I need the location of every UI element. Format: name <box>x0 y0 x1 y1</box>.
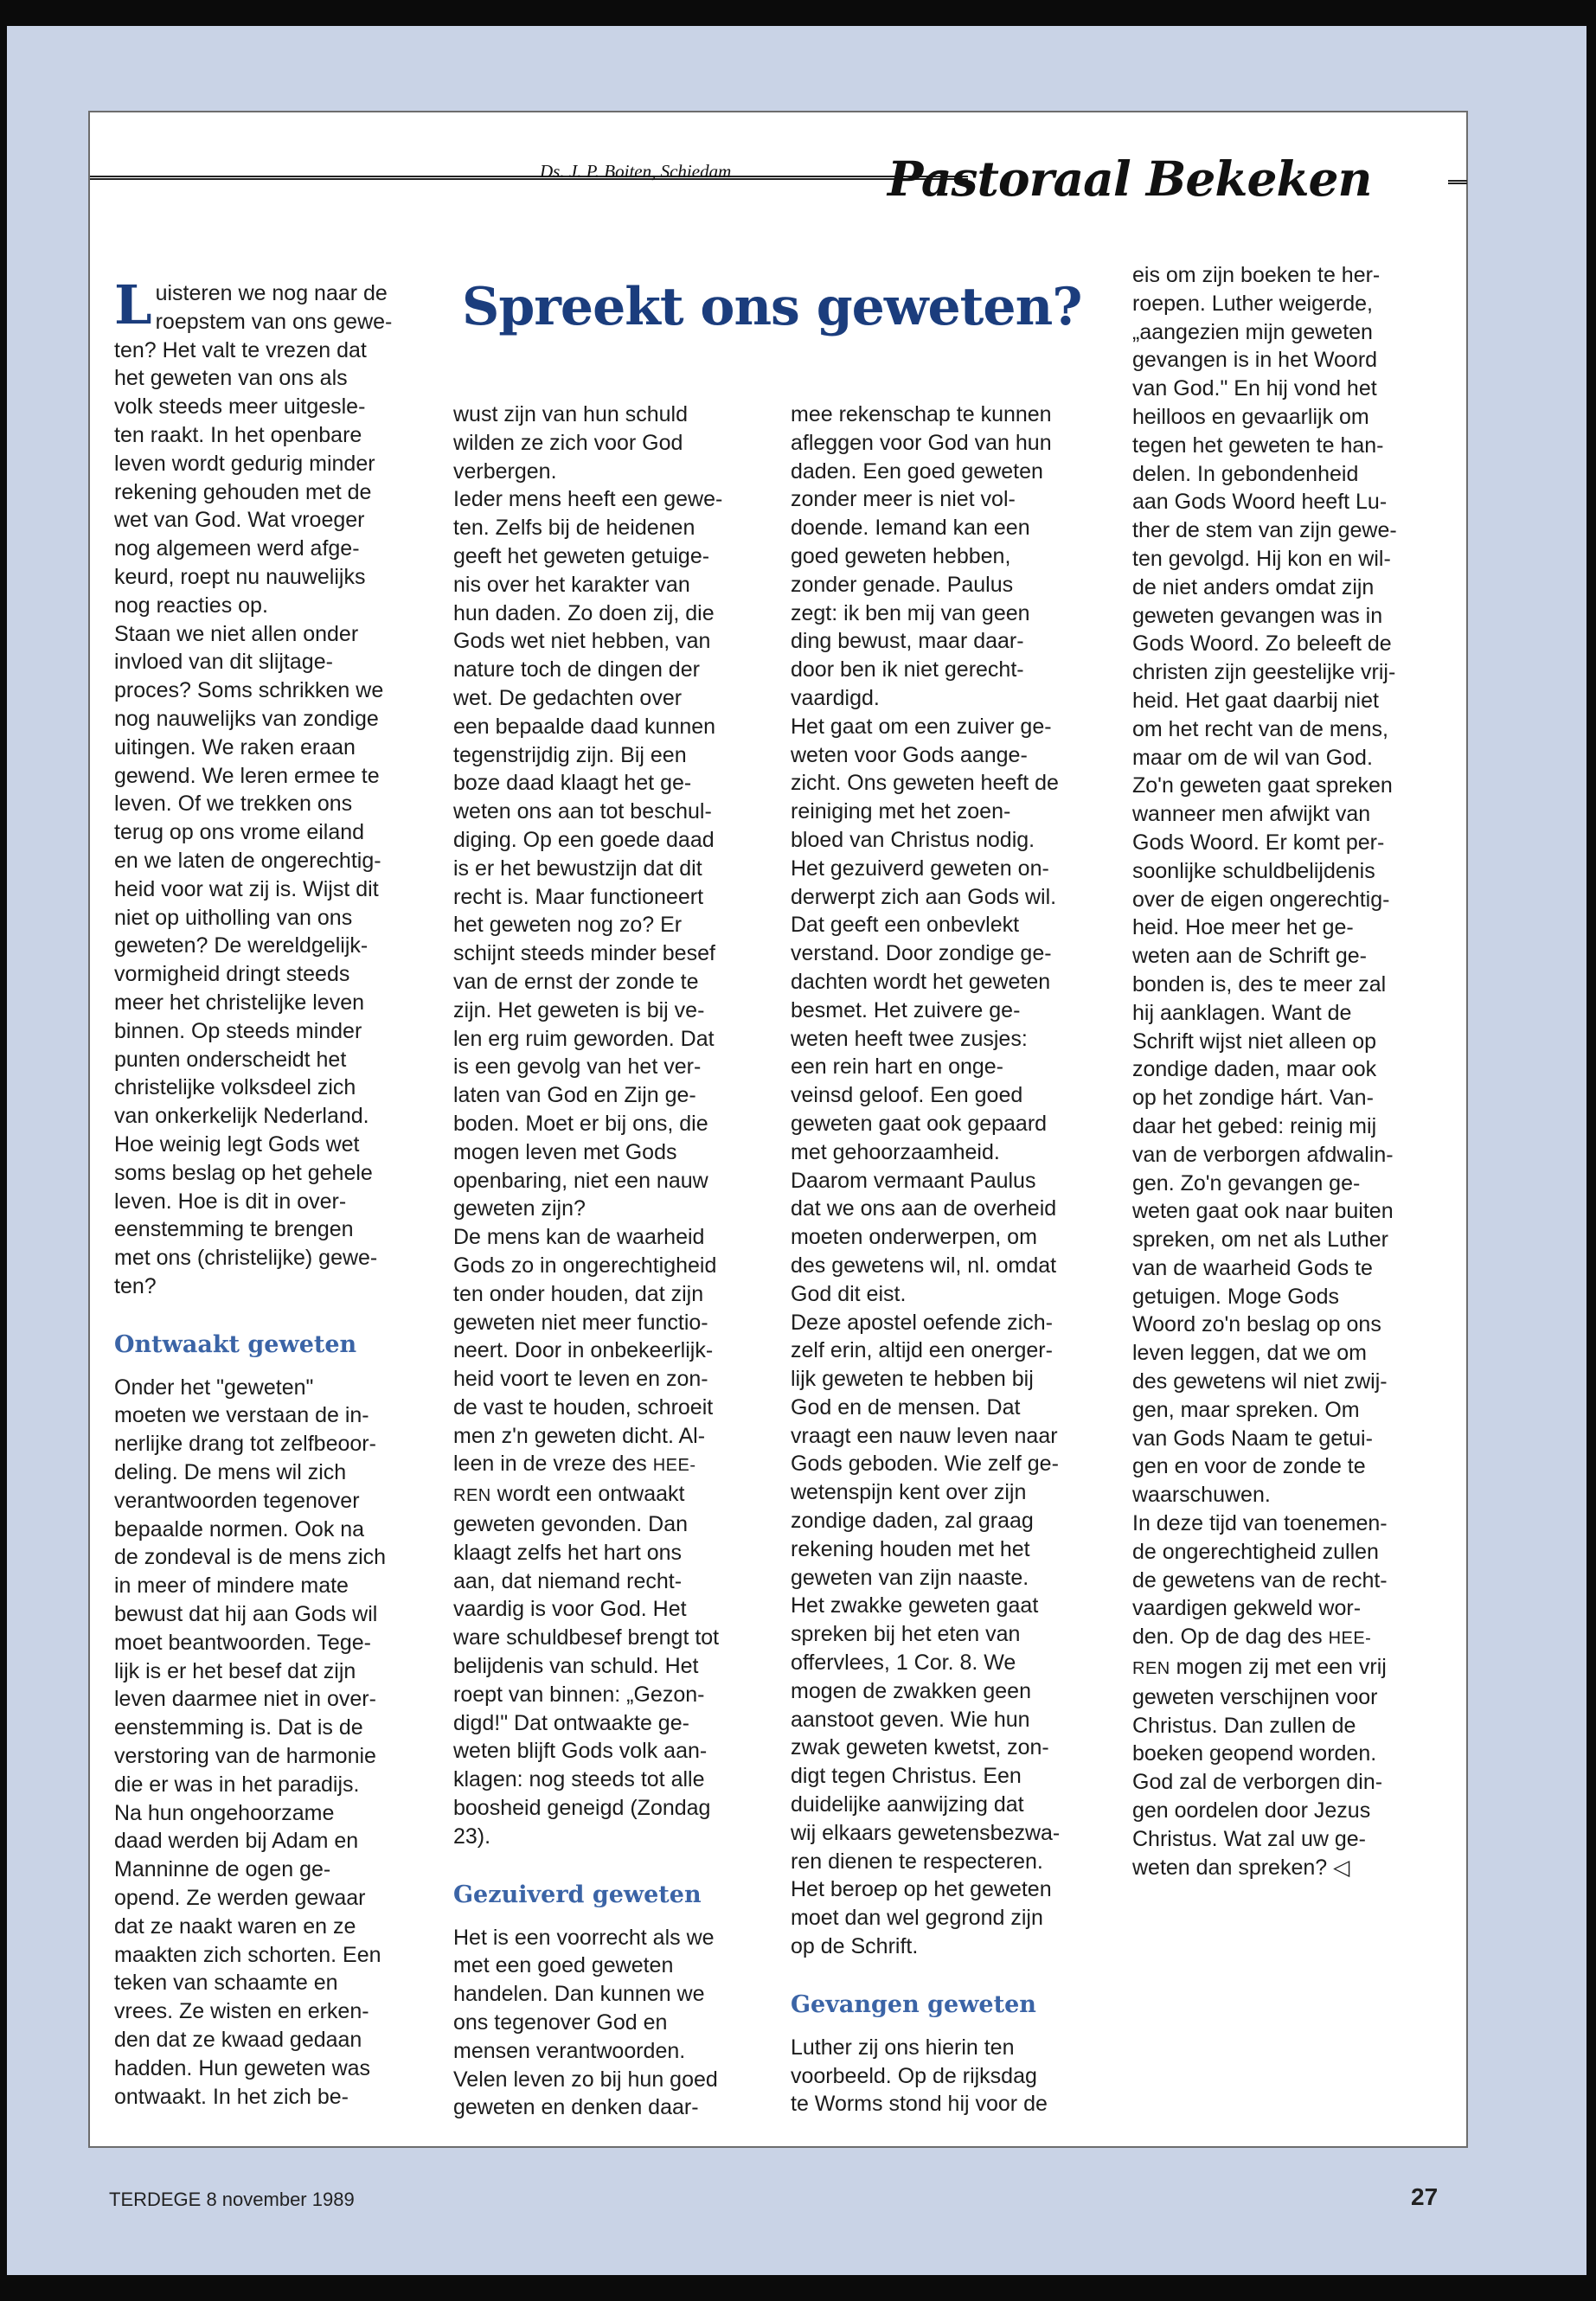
article-headline: Spreekt ons geweten? <box>462 277 1082 337</box>
body-text-part: mogen zij met een vrij geweten verschijnen voor Christus. Dan zullen de boeken geopend worden. God zal de verborgen din- gen oordelen door Jezus Christus. Wat zal uw ge- weten dan spreken? ◁ <box>1132 1655 1387 1880</box>
small-caps-heeren: HEE- <box>1328 1629 1372 1649</box>
column-4 <box>1132 261 1457 1881</box>
author-byline: Ds. J. P. Boiten, Schiedam <box>540 161 732 182</box>
intro-text: uisteren we nog naar de roepstem van ons gewe- ten? Het valt te vrezen dat het geweten van ons als volk steeds meer uitgesle- ten raakt. In het openbare leven wordt gedurig minder rekening gehouden met de wet van God. Wat vroeger nog algemeen werd afge- keurd, roept nu nauwelijks nog reacties op. Staan we niet allen onder invloed van dit slijtage- proces? Soms schrikken we nog nauwelijks van zondige uitingen. We raken eraan gewend. We leren ermee te leven. Of we trekken ons terug op ons vrome eiland en we laten de ongerechtig- heid voor wat zij is. Wijst dit niet op uitholling van ons geweten? De wereldgelijk- vormigheid dringt steeds meer het christelijke leven binnen. Op steeds minder punten onderscheidt het christelijke volksdeel zich van onkerkelijk Nederland. Hoe weinig legt Gods wet soms beslag op het gehele leven. Hoe is dit in over- eenstemming te brengen met ons (christelijke) gewe- ten? <box>114 281 393 1298</box>
page-number: 27 <box>1411 2183 1439 2210</box>
body-text-part: wordt een ontwaakt geweten gevonden. Dan klaagt zelfs het hart ons aan, dat niemand recht- vaardig is voor God. Het ware schuldbesef brengt tot belijdenis van schuld. Het roept van binnen: „Gezon- digd!" Dat ontwaakte ge- weten blijft Gods volk aan- klagen: nog steeds tot alle boosheid geneigd (Zondag 23). <box>453 1482 720 1849</box>
footer-magazine-date: TERDEGE 8 november 1989 <box>109 2189 355 2210</box>
body-text: mee rekenschap te kunnen afleggen voor God van hun daden. Een goed geweten zonder meer is niet vol- doende. Iemand kan een goed geweten hebben, zonder genade. Paulus zegt: ik ben mij van geen ding bewust, maar daar- door ben ik niet gerecht- vaardigd. Het gaat om een zuiver ge- weten voor Gods aange- zicht. Ons geweten heeft de reiniging met het zoen- bloed van Christus nodig. Het gezuiverd geweten on- derwerpt zich aan Gods wil. Dat geeft een onbevlekt verstand. Door zondige ge- dachten wordt het geweten besmet. Het zuivere ge- weten heeft twee zusjes: een rein hart en onge- veinsd geloof. Een goed geweten gaat ook gepaard met gehoorzaamheid. Daarom vermaant Paulus dat we ons aan de overheid moeten onderwerpen, om des gewetens wil, nl. omdat God dit eist. Deze apostel oefende zich- zelf erin, altijd een onerger- lijk geweten te hebben bij God en de mensen. Dat vraagt een nauw leven naar Gods geboden. Wie zelf ge- wetenspijn kent over zijn zondige daden, zal graag rekening houden met het geweten van zijn naaste. Het zwakke geweten gaat spreken bij het eten van offervlees, 1 Cor. 8. We mogen de zwakken geen aanstoot geven. Wie hun zwak geweten kwetst, zon- digt tegen Christus. Een duidelijke aanwijzing dat wij elkaars gewetensbezwa- ren dienen te respecteren. Het beroep op het geweten moet dan wel gegrond zijn op de Schrift. <box>791 402 1061 1959</box>
magazine-page <box>7 26 1586 2275</box>
section-title: Pastoraal Bekeken <box>888 151 1372 207</box>
small-caps-heeren: REN <box>453 1486 491 1506</box>
body-text <box>453 401 765 1851</box>
header-rule-end <box>1448 180 1467 184</box>
header-rule <box>90 176 968 180</box>
subheading-gezuiverd: Gezuiverd geweten <box>453 1881 702 1908</box>
intro-paragraph <box>114 273 421 1301</box>
body-text: Luther zij ons hierin ten voorbeeld. Op de rijksdag te Worms stond hij voor de <box>791 2035 1048 2117</box>
column-1 <box>114 273 421 2111</box>
subheading-gevangen: Gevangen geweten <box>791 1990 1036 2018</box>
article-frame <box>88 111 1468 2148</box>
body-text-part: wust zijn van hun schuld wilden ze zich voor God verbergen. Ieder mens heeft een gewe- ten. Zelfs bij de heidenen geeft het geweten getuige- nis over het karakter van hun daden. Zo doen zij, die Gods wet niet hebben, van nature toch de dingen der wet. De gedachten over een bepaalde daad kunnen tegenstrijdig zijn. Bij een boze daad klaagt het ge- weten ons aan tot beschul- diging. Op een goede daad is er het bewustzijn dat dit recht is. Maar functioneert het geweten nog zo? Er schijnt steeds minder besef van de ernst der zonde te zijn. Het geweten is bij ve- len erg ruim geworden. Dat is een gevolg van het ver- laten van God en Zijn ge- boden. Moet er bij ons, die mogen leven met Gods openbaring, niet een nauw geweten zijn? De mens kan de waarheid Gods zo in ongerechtigheid ten onder houden, dat zijn geweten niet meer functio- neert. Door in onbekeerlijk- heid voort te leven en zon- de vast te houden, schroeit men z'n geweten dicht. Al- leen in de vreze des <box>453 402 723 1477</box>
body-text-part: eis om zijn boeken te her- roepen. Luther weigerde, „aangezien mijn geweten gevangen is in het Woord van God." En hij vond het heilloos en gevaarlijk om tegen het geweten te han- delen. In gebondenheid aan Gods Woord heeft Lu- ther de stem van zijn gewe- ten gevolgd. Hij kon en wil- de niet anders omdat zijn geweten gevangen was in Gods Woord. Zo beleeft de christen zijn geestelijke vrij- heid. Het gaat daarbij niet om het recht van de mens, maar om de wil van God. Zo'n geweten gaat spreken wanneer men afwijkt van Gods Woord. Er komt per- soonlijke schuldbelijdenis over de eigen ongerechtig- heid. Hoe meer het ge- weten aan de Schrift ge- bonden is, des te meer zal hij aanklagen. Want de Schrift wijst niet alleen op zondige daden, maar ook op het zondige hárt. Van- daar het gebed: reinig mij van de verborgen afdwalin- gen. Zo'n gevangen ge- weten gaat ook naar buiten spreken, om net als Luther van de waarheid Gods te getuigen. Moge Gods Woord zo'n beslag op ons leven leggen, dat we om des gewetens wil niet zwij- gen, maar spreken. Om van Gods Naam te getui- gen en voor de zonde te waarschuwen. In deze tijd van toenemen- de ongerechtigheid zullen de gewetens van de recht- vaardigen gekweld wor- den. Op de dag des <box>1132 263 1397 1650</box>
body-text: Het is een voorrecht als we met een goed geweten handelen. Dan kunnen we ons tegenover God en mensen verantwoorden. Velen leven zo bij hun goed geweten en denken daar- <box>453 1925 718 2120</box>
small-caps-heeren: REN <box>1132 1659 1170 1679</box>
column-2 <box>453 401 765 2122</box>
body-text: Onder het "geweten" moeten we verstaan de in- nerlijke drang tot zelfbeoor- deling. De mens wil zich verantwoorden tegenover bepaalde normen. Ook na de zondeval is de mens zich in meer of mindere mate bewust dat hij aan Gods wil moet beantwoorden. Tege- lijk is er het besef dat zijn leven daarmee niet in over- eenstemming is. Dat is de verstoring van de harmonie die er was in het paradijs. Na hun ongehoorzame daad werden bij Adam en Manninne de ogen ge- opend. Ze werden gewaar dat ze naakt waren en ze maakten zich schorten. Een teken van schaamte en vrees. Ze wisten en erken- den dat ze kwaad gedaan hadden. Hun geweten was ontwaakt. In het zich be- <box>114 1375 387 2109</box>
column-3 <box>791 401 1102 2118</box>
body-text <box>1132 261 1457 1881</box>
subheading-ontwaakt: Ontwaakt geweten <box>114 1330 357 1358</box>
drop-cap: L <box>114 273 152 336</box>
small-caps-heeren: HEE- <box>652 1456 696 1476</box>
